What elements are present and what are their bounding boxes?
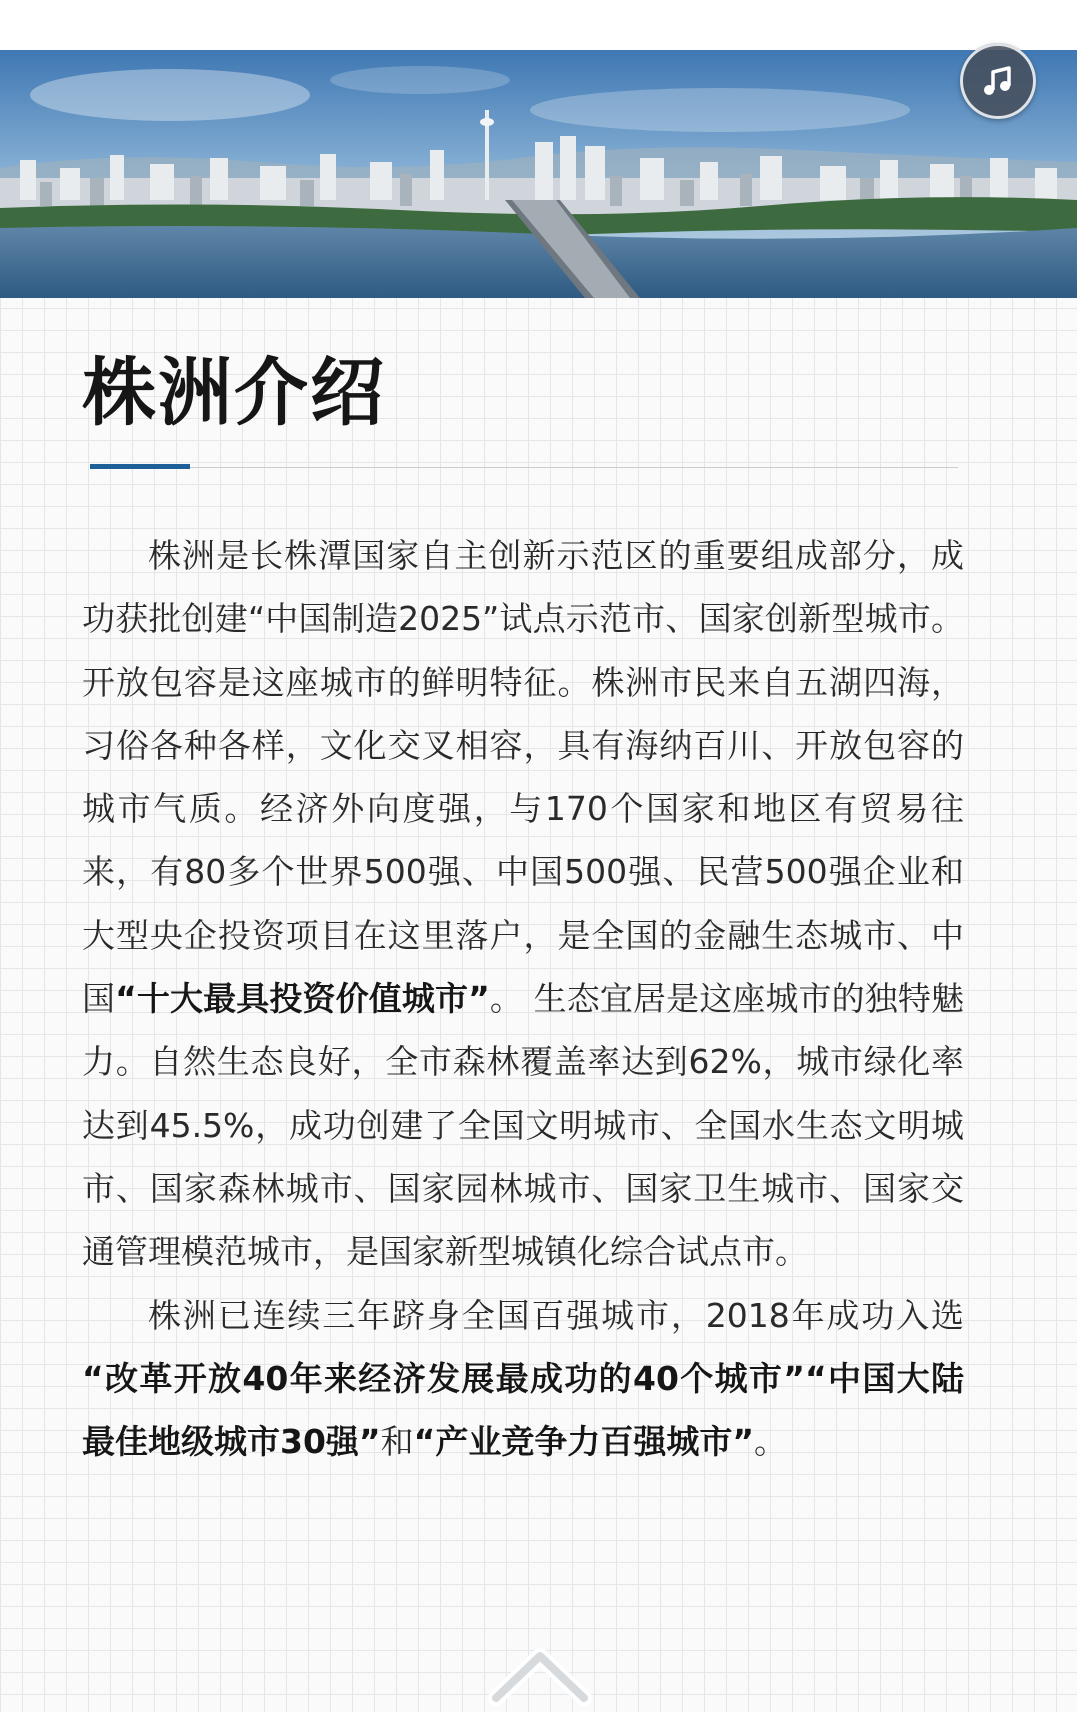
text-run: 株洲是长株潭国家自主创新示范区的重要组成部分，成功获批创建“中国制造2025”试点示范市、国家创新型城市。 开放包容是这座城市的鲜明特征。株洲市民来自五湖四海，习俗各种各样，文化交叉相容，具有海纳百川、开放包容的城市气质。经济外向度强，与170个国家和地区有贸易往来，有80多个世界500强、中国500强、民营500强企业和大型央企投资项目在这里落户，是全国的金融生态城市、中国	[82, 536, 964, 1019]
top-margin	[0, 0, 1077, 50]
highlight-text: “中国大陆最佳地级城市30强”	[82, 1358, 964, 1462]
page-title: 株洲介绍	[82, 350, 386, 436]
text-run: 株洲已连续三年跻身全国百强城市，2018年成功入选	[148, 1295, 964, 1335]
text-run: 。	[754, 1422, 788, 1462]
intro-body	[82, 524, 964, 1473]
chevron-up-icon	[488, 1630, 592, 1708]
text-run: 。 生态宜居是这座城市的独特魅力。自然生态良好，全市森林覆盖率达到62%，城市绿化率达到45.5%，成功创建了全国文明城市、全国水生态文明城市、国家森林城市、国家园林城市、国家卫生城市、国家交通管理模范城市，是国家新型城镇化综合试点市。	[82, 979, 964, 1272]
city-banner-image	[0, 50, 1077, 298]
intro-paragraph-2	[82, 1284, 964, 1474]
intro-paragraph-1	[82, 524, 964, 1284]
title-divider	[90, 467, 958, 468]
title-accent-bar	[90, 464, 190, 469]
highlight-text: “十大最具投资价值城市”	[115, 979, 490, 1019]
music-note-icon	[978, 61, 1018, 101]
highlight-text: “改革开放40年来经济发展最成功的40个城市”	[82, 1358, 805, 1398]
music-toggle-button[interactable]	[960, 43, 1036, 119]
highlight-text: “产业竞争力百强城市”	[413, 1422, 755, 1462]
text-run: 和	[380, 1422, 414, 1462]
scroll-up-button[interactable]	[488, 1630, 592, 1708]
